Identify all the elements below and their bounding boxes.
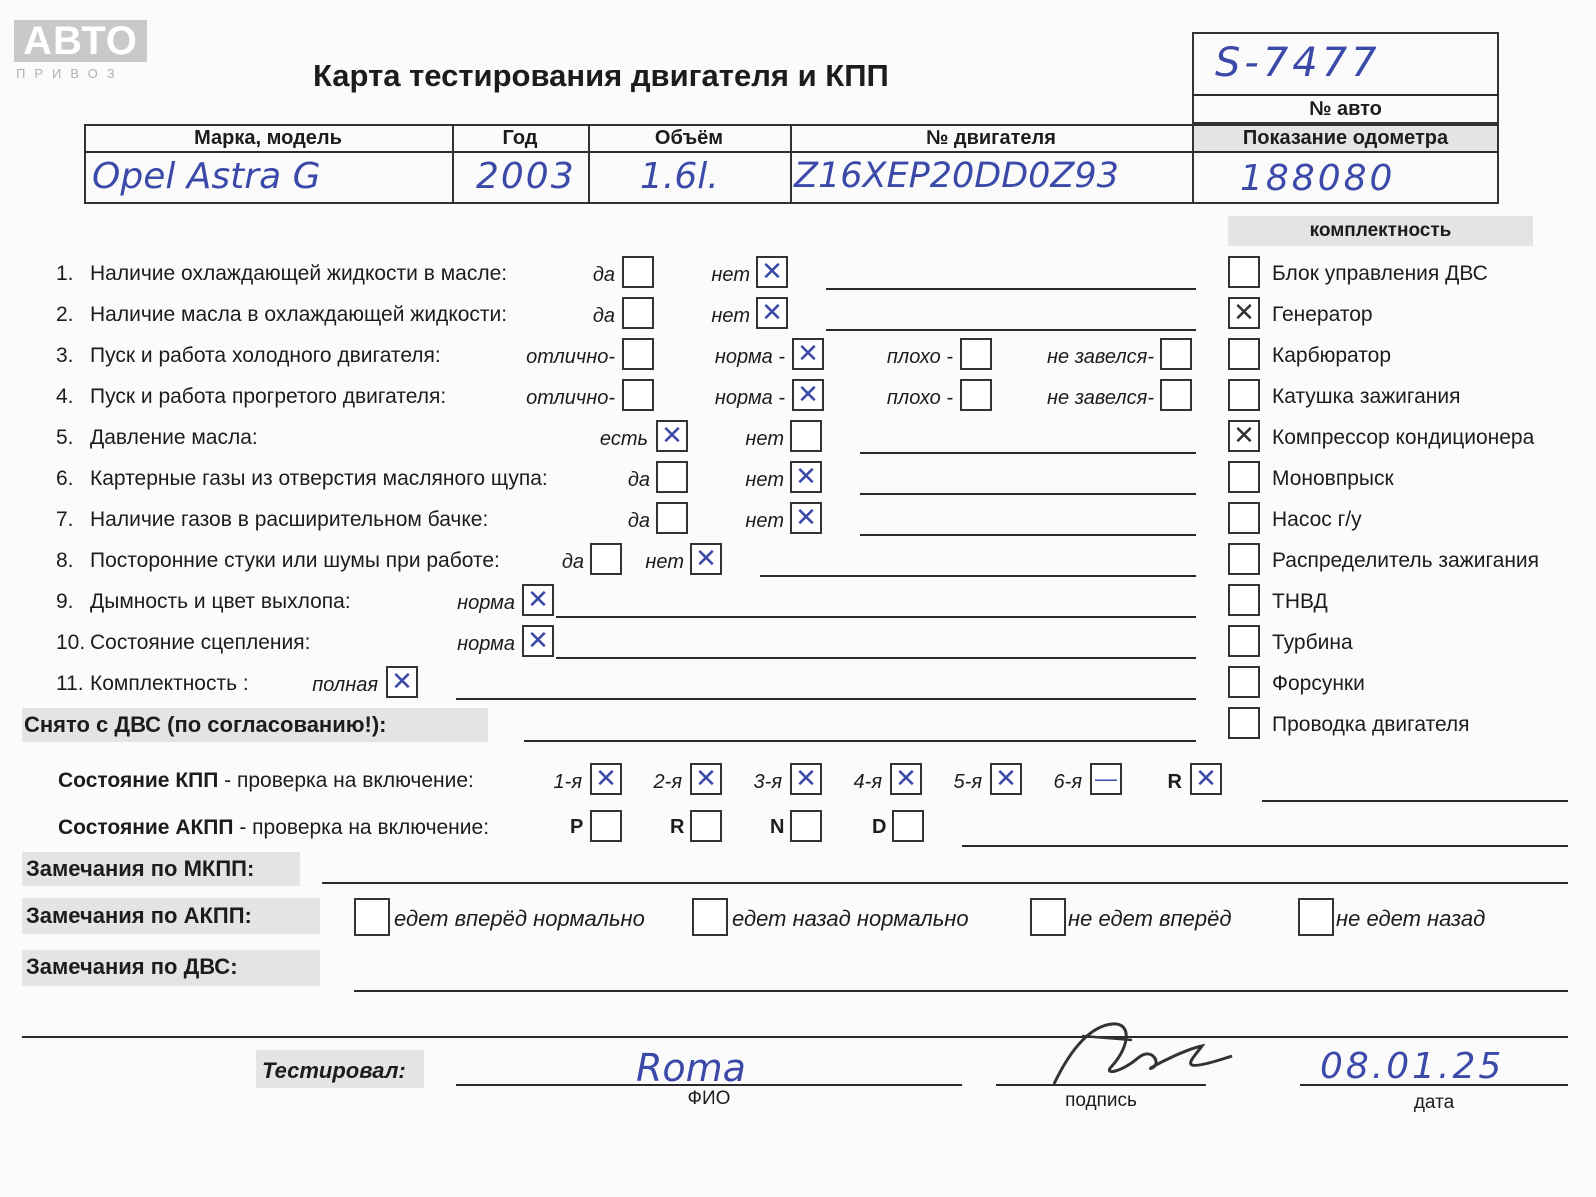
checkbox-gear-r[interactable] (1190, 763, 1222, 795)
checkbox-akpp-reverse-ok[interactable] (692, 898, 728, 936)
checkbox-q3-excellent[interactable] (622, 338, 654, 370)
completeness-item: Насос г/у (1272, 508, 1362, 531)
completeness-item: Карбюратор (1272, 344, 1392, 367)
option-label: да (627, 510, 650, 532)
brand-label: Марка, модель (194, 127, 342, 149)
question-text: Картерные газы из отверстия масляного щупа: (90, 467, 548, 490)
volume-label: Объём (654, 127, 724, 149)
akpp-label-bold: Состояние АКПП (58, 816, 234, 839)
gear-label: 4-я (853, 771, 882, 793)
question-number: 1. (56, 262, 74, 285)
gear-label: 6-я (1053, 771, 1082, 793)
question-number: 11. (56, 672, 84, 695)
checkbox-q10-normal[interactable] (522, 625, 554, 657)
completeness-item: Распределитель зажигания (1272, 549, 1540, 572)
akpp-option-label: едет назад нормально (732, 906, 969, 931)
gear-label: 2-я (653, 771, 682, 793)
completeness-checkbox-mono-injection[interactable] (1228, 461, 1260, 493)
question-text: Пуск и работа холодного двигателя: (90, 344, 441, 367)
kpp-label (58, 769, 474, 793)
checkbox-q4-normal[interactable] (792, 379, 824, 411)
checkbox-q5-no[interactable] (790, 420, 822, 452)
odometer-label: Показание одометра (1242, 127, 1449, 149)
completeness-checkbox-ps-pump[interactable] (1228, 502, 1260, 534)
checkbox-q8-no[interactable] (690, 543, 722, 575)
akpp-option-label: не едет вперёд (1068, 906, 1232, 931)
akpp-gear-label: D (872, 816, 887, 838)
tester-name: Roma (636, 1046, 746, 1090)
checkbox-q3-nostart[interactable] (1160, 338, 1192, 370)
page-title: Карта тестирования двигателя и КПП (313, 58, 889, 93)
logo: АВТО (14, 20, 147, 62)
option-label: да (627, 469, 650, 491)
checkbox-akpp-r[interactable] (690, 810, 722, 842)
option-label: не завелся- (1047, 346, 1154, 368)
option-label: отлично- (526, 346, 615, 368)
checkbox-q7-no[interactable] (790, 502, 822, 534)
volume-value: 1.6l. (640, 156, 719, 197)
akpp-option-label: едет вперёд нормально (394, 906, 645, 931)
option-label: норма - (714, 346, 785, 368)
checkbox-akpp-forward-ok[interactable] (354, 898, 390, 936)
option-label: норма - (714, 387, 785, 409)
signature-label: подпись (1065, 1090, 1137, 1111)
option-label: да (561, 551, 584, 573)
checkbox-akpp-no-forward[interactable] (1030, 898, 1066, 936)
option-label: плохо - (886, 387, 953, 409)
completeness-item: Генератор (1272, 303, 1373, 326)
question-number: 2. (56, 303, 74, 326)
question-text: Комплектность : (90, 672, 249, 695)
option-label: да (592, 264, 615, 286)
car-number-label: № авто (1309, 98, 1382, 120)
question-text: Посторонние стуки или шумы при работе: (90, 549, 500, 572)
removed-label: Снято с ДВС (по согласованию!): (24, 712, 387, 737)
gear-label: 1-я (553, 771, 582, 793)
tested-by-label: Тестировал: (262, 1058, 406, 1083)
year-label: Год (502, 127, 538, 149)
akpp-label-rest: - проверка на включение: (233, 816, 490, 839)
checkbox-q4-excellent[interactable] (622, 379, 654, 411)
engine-number-value: Z16XEP20DD0Z93 (794, 156, 1119, 196)
completeness-item: Проводка двигателя (1272, 713, 1470, 736)
checkbox-q4-bad[interactable] (960, 379, 992, 411)
checkbox-q4-nostart[interactable] (1160, 379, 1192, 411)
akpp-gear-label: P (570, 816, 584, 838)
completeness-checkbox-ac-compressor[interactable] (1228, 420, 1260, 452)
question-number: 4. (56, 385, 74, 408)
question-text: Наличие охлаждающей жидкости в масле: (90, 262, 508, 285)
logo-subtitle: ПРИВОЗ (16, 66, 124, 81)
question-number: 9. (56, 590, 74, 613)
checkbox-akpp-p[interactable] (590, 810, 622, 842)
question-number: 8. (56, 549, 74, 572)
gear-label: R (1167, 771, 1182, 793)
completeness-item: Моновпрыск (1272, 467, 1394, 490)
completeness-checkbox-turbo[interactable] (1228, 625, 1260, 657)
option-label: нет (745, 428, 784, 450)
gear-label: 5-я (953, 771, 982, 793)
akpp-option-label: не едет назад (1336, 906, 1486, 931)
option-label: не завелся- (1047, 387, 1154, 409)
checkbox-q2-no[interactable] (756, 297, 788, 329)
question-number: 10. (56, 631, 86, 654)
year-value: 2003 (476, 156, 576, 197)
brand-value: Opel Astra G (92, 156, 321, 197)
completeness-item: Компрессор кондиционера (1272, 426, 1535, 449)
question-text: Пуск и работа прогретого двигателя: (90, 385, 447, 408)
question-number: 5. (56, 426, 74, 449)
akpp-label (58, 816, 489, 840)
remarks-mkpp-label: Замечания по МКПП: (26, 856, 255, 881)
question-text: Наличие газов в расширительном бачке: (90, 508, 489, 531)
car-number-value: S-7477 (1215, 40, 1381, 86)
date-label: дата (1413, 1092, 1455, 1113)
checkbox-akpp-no-reverse[interactable] (1298, 898, 1334, 936)
checkbox-q1-no[interactable] (756, 256, 788, 288)
option-label: полная (312, 674, 378, 696)
completeness-checkbox-generator[interactable] (1228, 297, 1260, 329)
option-label: есть (599, 428, 648, 450)
kpp-label-rest: - проверка на включение: (218, 769, 474, 792)
completeness-checkbox-carburetor[interactable] (1228, 338, 1260, 370)
question-number: 3. (56, 344, 74, 367)
completeness-checkbox-hpfp[interactable] (1228, 584, 1260, 616)
test-date: 08.01.25 (1320, 1046, 1505, 1087)
engine-number-label: № двигателя (926, 127, 1056, 149)
name-label: ФИО (687, 1088, 731, 1109)
checkbox-akpp-n[interactable] (790, 810, 822, 842)
remarks-dvs-label: Замечания по ДВС: (26, 954, 238, 979)
option-label: норма (457, 592, 515, 614)
question-number: 7. (56, 508, 74, 531)
question-text: Дымность и цвет выхлопа: (90, 590, 351, 613)
option-label: нет (711, 305, 750, 327)
kpp-label-bold: Состояние КПП (58, 769, 219, 792)
akpp-gear-label: N (770, 816, 785, 838)
option-label: нет (711, 264, 750, 286)
checkbox-q11-full[interactable] (386, 666, 418, 698)
question-text: Наличие масла в охлаждающей жидкости: (90, 303, 508, 326)
option-label: плохо - (886, 346, 953, 368)
checkbox-q3-bad[interactable] (960, 338, 992, 370)
option-label: отлично- (526, 387, 615, 409)
completeness-checkbox-wiring[interactable] (1228, 707, 1260, 739)
checkbox-akpp-d[interactable] (892, 810, 924, 842)
odometer-value: 188080 (1240, 158, 1396, 199)
completeness-checkbox-ignition-coil[interactable] (1228, 379, 1260, 411)
checkbox-q3-normal[interactable] (792, 338, 824, 370)
completeness-checkbox-ecu[interactable] (1228, 256, 1260, 288)
completeness-item: Турбина (1272, 631, 1353, 654)
question-number: 6. (56, 467, 74, 490)
option-label: нет (745, 469, 784, 491)
completeness-checkbox-distributor[interactable] (1228, 543, 1260, 575)
akpp-gear-label: R (670, 816, 685, 838)
question-text: Состояние сцепления: (90, 631, 311, 654)
completeness-item: Катушка зажигания (1272, 385, 1461, 408)
signature (1042, 1006, 1242, 1096)
completeness-item: ТНВД (1272, 590, 1328, 613)
completeness-checkbox-injectors[interactable] (1228, 666, 1260, 698)
completeness-item: Блок управления ДВС (1272, 262, 1488, 285)
option-label: нет (745, 510, 784, 532)
option-label: норма (457, 633, 515, 655)
gear-label: 3-я (753, 771, 782, 793)
checkbox-q6-no[interactable] (790, 461, 822, 493)
remarks-akpp-label: Замечания по АКПП: (26, 903, 252, 928)
question-text: Давление масла: (90, 426, 258, 449)
completeness-item: Форсунки (1272, 672, 1365, 695)
completeness-title: комплектность (1309, 220, 1452, 241)
option-label: да (592, 305, 615, 327)
checkbox-q9-normal[interactable] (522, 584, 554, 616)
option-label: нет (645, 551, 684, 573)
